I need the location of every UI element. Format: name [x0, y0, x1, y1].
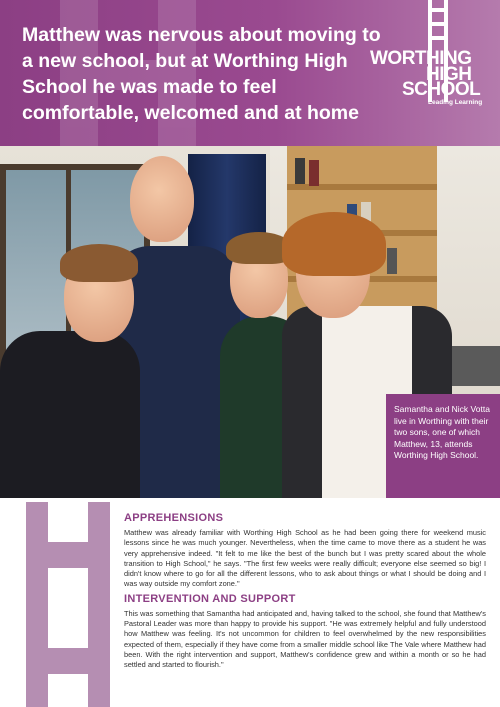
family-photo: [0, 146, 500, 498]
section-body-apprehensions: Matthew was already familiar with Worthing High School as he had been going there for weekend music lessons since he was much younger. Nevertheless, when the time came to move there as a student he was very apprehensive indeed. "It felt to me like the best of the bunch but I was pretty scared about the whole transition to High School," he says. "The first few weeks were really difficult; everyone else seemed so big! I didn't know where to go for all the different lessons, who to ask about things or what I should be doing and I was way outside my comfort zone.": [124, 528, 486, 589]
logo-word-school: SCHOOL: [402, 79, 481, 100]
header-banner: [0, 0, 500, 146]
decorative-h-bottom: [0, 498, 118, 707]
article-body: [124, 512, 486, 674]
section-heading-intervention: INTERVENTION AND SUPPORT: [124, 592, 296, 605]
page-headline: Matthew was nervous about moving to a new school, but at Worthing High School he was made to feel comfortable, welcomed and at home: [22, 24, 381, 124]
school-logo: [366, 0, 500, 146]
section-body-intervention: This was something that Samantha had anticipated and, having talked to the school, she found that Matthew's Pastoral Leader was more than happy to provide his support. "He was extremely helpful and fully understood how Matthew was feeling. It's not uncommon for children to feel overwhelmed by the new responsibilities expected of them, especially if they have come from a smaller middle school like The Vale where Matthew had been. With the right intervention and support, Matthew's confidence grew and within a month or so he had settled and started to flourish.": [124, 608, 486, 670]
section-heading-apprehensions: APPREHENSIONS: [124, 512, 224, 524]
logo-word-high: HIGH: [426, 64, 472, 85]
logo-tagline: Leading Learning: [428, 99, 483, 106]
logo-word-worthing: WORTHING: [370, 48, 472, 69]
photo-caption: Samantha and Nick Votta live in Worthing with their two sons, one of which Matthew, 13, attends Worthing High School.: [386, 394, 500, 498]
